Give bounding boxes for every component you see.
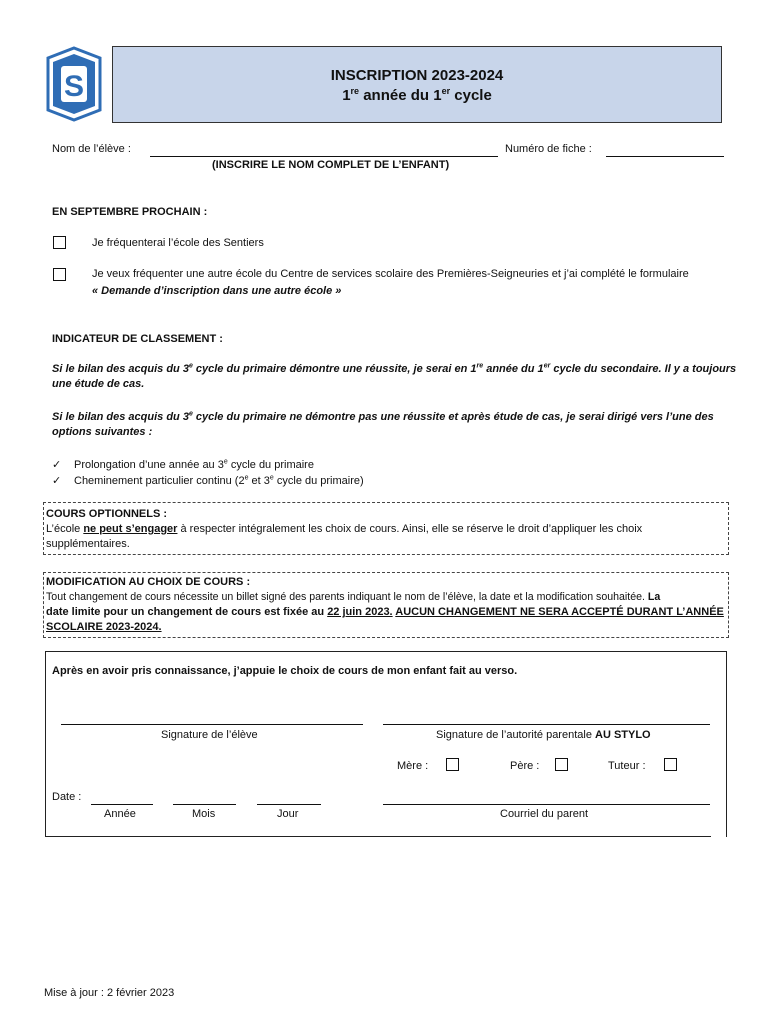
date-label: Date :: [52, 791, 82, 803]
option-cheminement: Cheminement particulier continu (2e et 3e cycle du primaire): [74, 474, 364, 487]
student-name-hint: (INSCRIRE LE NOM COMPLET DE L’ENFANT): [212, 159, 450, 171]
option-prolongation: Prolongation d’une année au 3e cycle du primaire: [74, 458, 314, 471]
tutor-checkbox[interactable]: [664, 758, 677, 771]
title-box: [112, 46, 722, 123]
other-school-form-name: « Demande d’inscription dans une autre école »: [92, 285, 342, 297]
student-signature-field[interactable]: [61, 724, 363, 725]
father-label: Père :: [510, 760, 540, 772]
optional-courses-notice: COURS OPTIONNELS : L’école ne peut s’engager à respecter intégralement les choix de cours. Ainsi, elle se réserve le droit d’appliquer les choix supplémentaires.: [46, 508, 643, 550]
parent-email-label: Courriel du parent: [500, 808, 589, 820]
parent-signature-field[interactable]: [383, 724, 710, 725]
september-heading: EN SEPTEMBRE PROCHAIN :: [52, 206, 208, 218]
page-title: INSCRIPTION 2023-2024: [330, 67, 504, 84]
checkmark-icon: ✓: [52, 459, 62, 471]
tutor-label: Tuteur :: [608, 760, 646, 772]
student-name-field[interactable]: [150, 156, 498, 157]
date-month-label: Mois: [192, 808, 216, 820]
date-year-field[interactable]: [91, 804, 153, 805]
date-day-label: Jour: [277, 808, 299, 820]
date-day-field[interactable]: [257, 804, 321, 805]
date-year-label: Année: [104, 808, 136, 820]
file-number-field[interactable]: [606, 156, 724, 157]
father-checkbox[interactable]: [555, 758, 568, 771]
parent-email-field[interactable]: [383, 804, 710, 805]
ranking-paragraph-success: Si le bilan des acquis du 3e cycle du primaire démontre une réussite, je serai en 1re année du 1er cycle du secondaire. Il y a toujours une étude de cas.: [52, 362, 737, 390]
signature-box: [45, 651, 727, 837]
option-sentiers-checkbox[interactable]: [53, 236, 66, 249]
parent-signature-label: Signature de l’autorité parentale AU STYLO: [436, 729, 651, 741]
school-logo: [44, 46, 104, 122]
logo-letter: S: [63, 70, 85, 103]
checkmark-icon: ✓: [52, 475, 62, 487]
option-other-school-checkbox[interactable]: [53, 268, 66, 281]
last-updated: Mise à jour : 2 février 2023: [44, 987, 175, 999]
signature-box-bottom-edge: [45, 836, 711, 837]
ranking-paragraph-failure: Si le bilan des acquis du 3e cycle du primaire ne démontre pas une réussite et après étude de cas, je serai dirigé vers l’une des options suivantes :: [52, 410, 714, 438]
file-number-label: Numéro de fiche :: [505, 143, 592, 155]
student-name-label: Nom de l’élève :: [52, 143, 131, 155]
modification-notice: MODIFICATION AU CHOIX DE COURS : Tout changement de cours nécessite un billet signé des parents indiquant le nom de l’élève, la date et la modification souhaitée. La date limite pour un changement de cours est fixée au 22 juin 2023. AUCUN CHANGEMENT NE SERA ACCEPTÉ DURANT L’ANNÉE SCOLAIRE 2023-2024.: [46, 576, 724, 633]
ranking-heading: INDICATEUR DE CLASSEMENT :: [52, 333, 223, 345]
mother-label: Mère :: [397, 760, 429, 772]
page-subtitle: 1re année du 1er cycle: [342, 86, 492, 104]
signature-intro: Après en avoir pris connaissance, j’appuie le choix de cours de mon enfant fait au verso.: [52, 665, 518, 677]
option-other-school-label: Je veux fréquenter une autre école du Centre de services scolaire des Premières-Seigneuries et j’ai complété le formulaire: [92, 268, 689, 280]
mother-checkbox[interactable]: [446, 758, 459, 771]
date-month-field[interactable]: [173, 804, 236, 805]
option-sentiers-label: Je fréquenterai l’école des Sentiers: [92, 237, 264, 249]
student-signature-label: Signature de l’élève: [161, 729, 258, 741]
